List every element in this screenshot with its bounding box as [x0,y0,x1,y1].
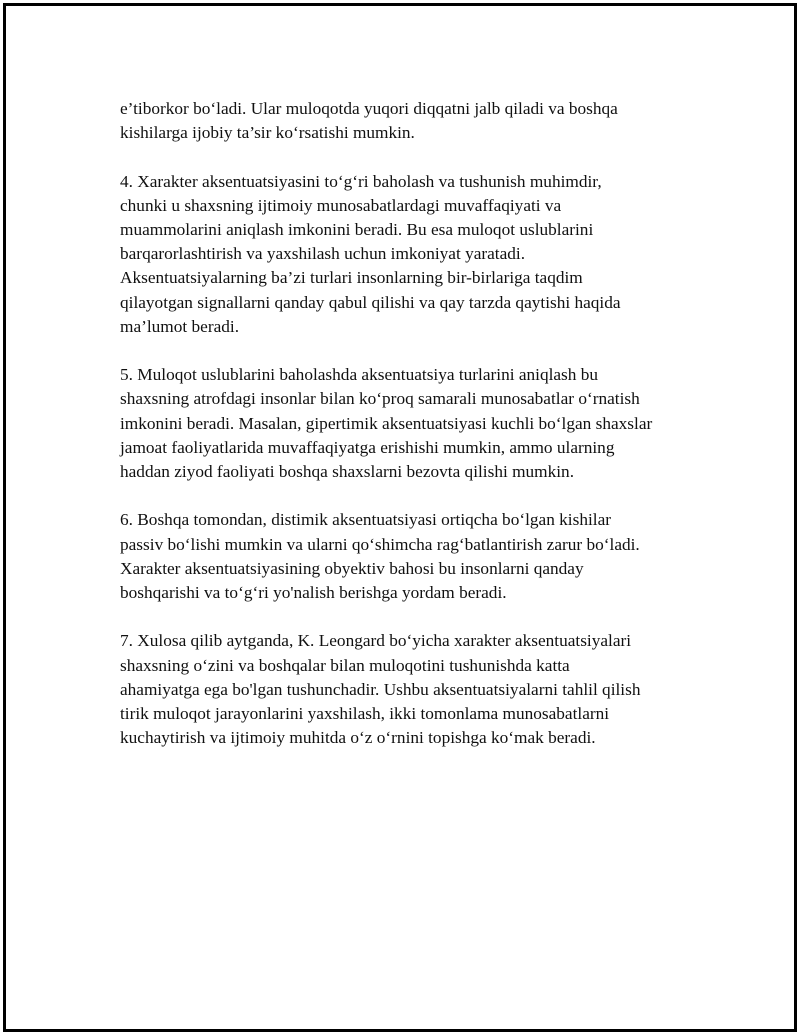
paragraph-continuation: e’tiborkor bo‘ladi. Ular muloqotda yuqori diqqatni jalb qiladi va boshqa kishilarga ijobiy ta’sir ko‘rsatishi mumkin. [120,99,618,143]
paragraph-point-4: 4. Xarakter aksentuatsiyasini to‘g‘ri baholash va tushunish muhimdir, chunki u shaxsning ijtimoiy munosabatlardagi muvaffaqiyati va muammolarini aniqlash imkonini beradi. Bu esa muloqot uslublarini barqarorlashtirish va yaxshilash uchun imkoniyat yaratadi. Aksentuatsiyalarning ba’zi turlari insonlarning bir-birlariga taqdim qilayotgan signallarni qanday qabul qilishi va qay tarzda qaytishi haqida ma’lumot beradi. [120,171,621,336]
page-frame [3,3,797,1032]
page-body [120,97,700,775]
paragraph-point-6: 6. Boshqa tomondan, distimik aksentuatsiyasi ortiqcha bo‘lgan kishilar passiv bo‘lishi mumkin va ularni qo‘shimcha rag‘batlantirish zarur bo‘ladi. Xarakter aksentuatsiyasining obyektiv bahosi bu insonlarni qanday boshqarishi va to‘g‘ri yo'nalish berishga yordam beradi. [120,510,640,603]
paragraph-point-7: 7. Xulosa qilib aytganda, K. Leongard bo‘yicha xarakter aksentuatsiyalari shaxsning o‘zini va boshqalar bilan muloqotini tushunishda katta ahamiyatga ega bo'lgan tushunchadir. Ushbu aksentuatsiyalarni tahlil qilish tirik muloqot jarayonlarini yaxshilash, ikki tomonlama munosabatlarni kuchaytirish va ijtimoiy muhitda o‘z o‘rnini topishga ko‘mak beradi. [120,631,641,748]
paragraph-point-5: 5. Muloqot uslublarini baholashda aksentuatsiya turlarini aniqlash bu shaxsning atrofdagi insonlar bilan ko‘proq samarali munosabatlar o‘rnatish imkonini beradi. Masalan, gipertimik aksentuatsiyasi kuchli bo‘lgan shaxslar jamoat faoliyatlarida muvaffaqiyatga erishishi mumkin, ammo ularning haddan ziyod faoliyati boshqa shaxslarni bezovta qilishi mumkin. [120,365,653,482]
